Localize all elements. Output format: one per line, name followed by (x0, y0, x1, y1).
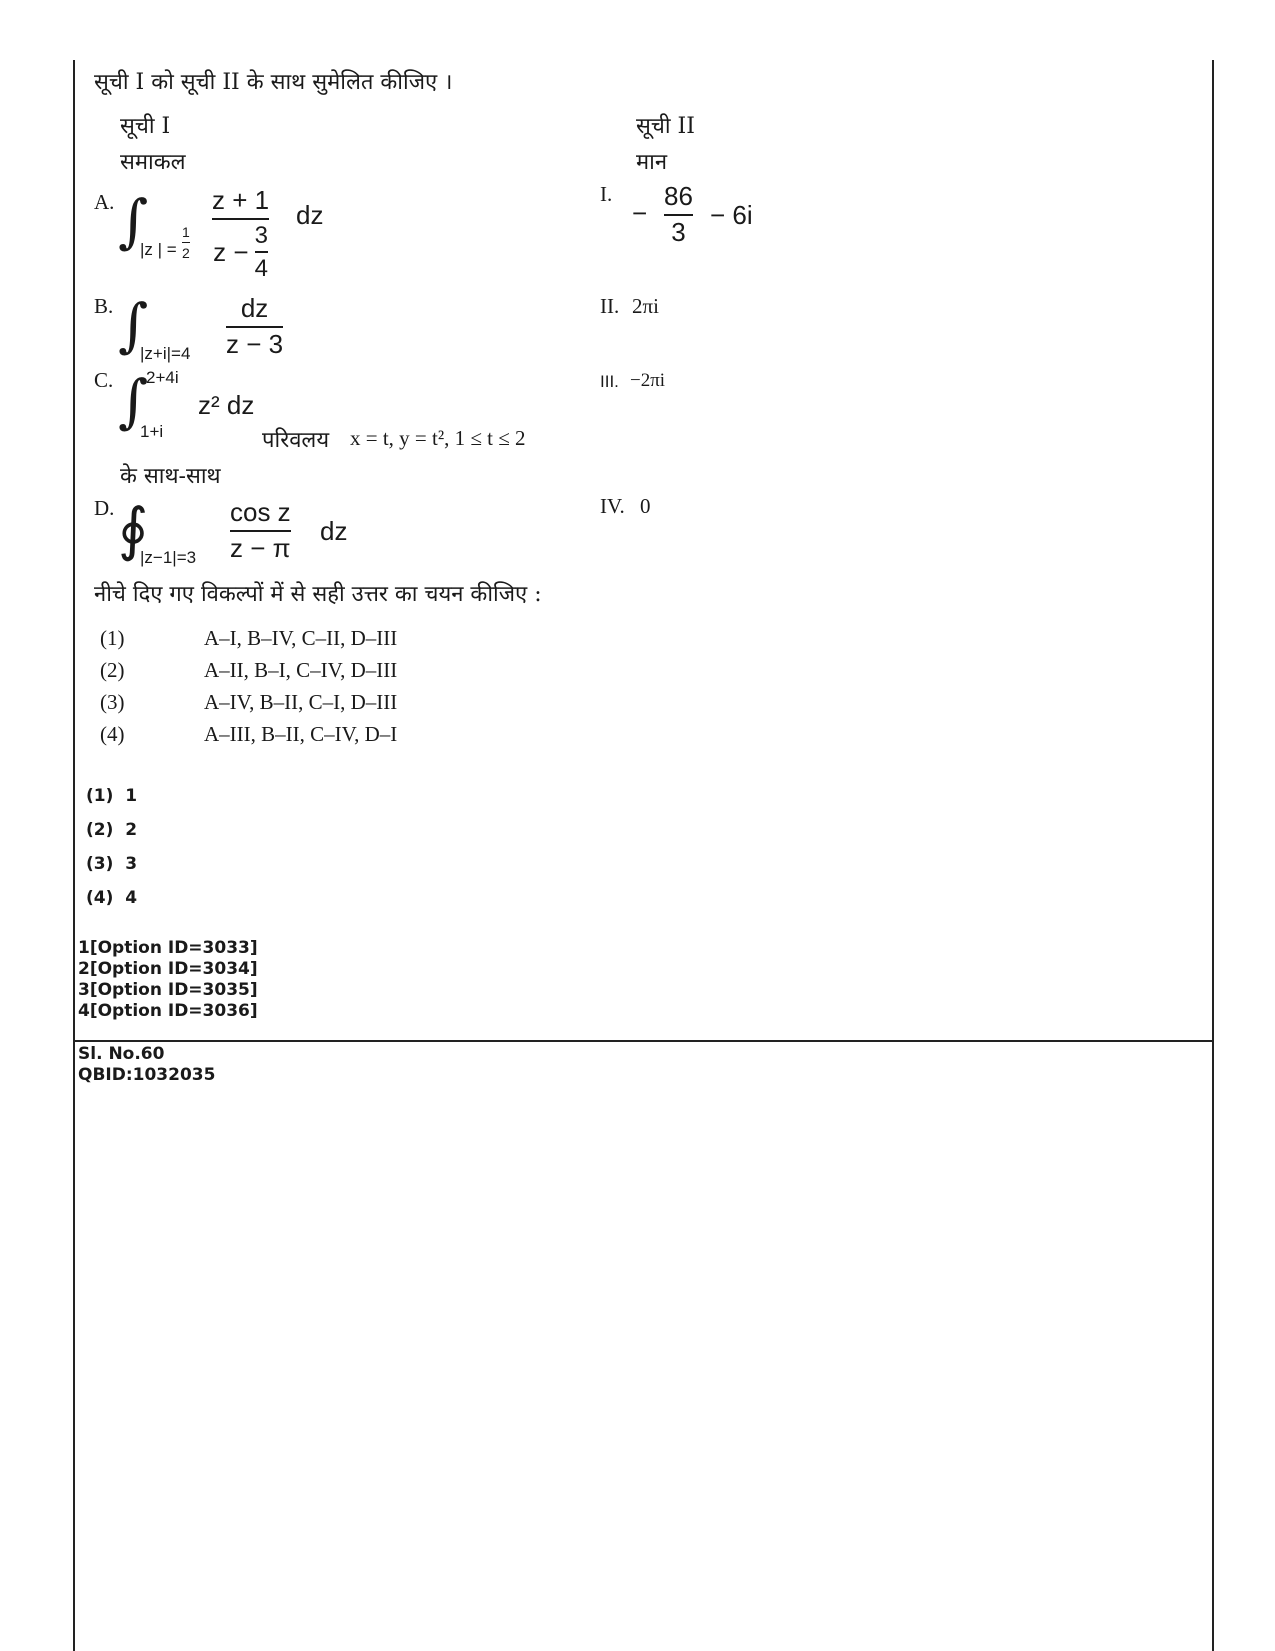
qbid: QBID:1032035 (78, 1065, 216, 1085)
option-id: 1[Option ID=3033] (78, 938, 258, 958)
item-b-label: B. (94, 294, 114, 318)
item-a-numerator: z + 1 (212, 185, 270, 215)
list2-heading: सूची II (636, 114, 695, 139)
value-ii: 2πi (632, 294, 659, 318)
integral-sign: ∫ (118, 291, 149, 359)
item-b-numerator: dz (240, 293, 269, 323)
item-c-path: x = t, y = t², 1 ≤ t ≤ 2 (350, 426, 526, 450)
item-d-fraction (230, 498, 291, 564)
value-iv: 0 (640, 494, 651, 518)
choice-number: (2) (100, 658, 125, 682)
item-a-dz: dz (296, 200, 324, 230)
option-3[interactable]: (3) 3 (86, 854, 138, 874)
option-2[interactable]: (2) 2 (86, 820, 138, 840)
item-c-tail: के साथ-साथ (120, 464, 221, 489)
item-c-integrand: z² dz (198, 390, 255, 420)
contour-integral-sign: ∮ (118, 495, 149, 563)
list1-heading: सूची I (120, 114, 171, 139)
item-a-label: A. (94, 190, 115, 214)
item-d-numerator: cos z (230, 497, 291, 527)
item-d-label: D. (94, 496, 115, 520)
choice-number: (4) (100, 722, 125, 746)
option-id: 2[Option ID=3034] (78, 959, 258, 979)
item-c-label: C. (94, 368, 114, 392)
integral-sign: ∫ (118, 367, 149, 435)
value-iii: −2πi (630, 370, 666, 391)
item-a-denominator: z − $\frac{3}{4}$ (213, 221, 268, 283)
value-i-label: I. (600, 182, 613, 206)
left-border (73, 60, 75, 1651)
choice-number: (3) (100, 690, 125, 714)
item-d-denominator: z − π (230, 532, 291, 563)
item-c-upper-limit: 2+4i (146, 368, 179, 387)
value-i-rest: − 6i (710, 200, 753, 230)
integral-sign: ∫ (118, 187, 149, 255)
item-b-contour: |z+i|=4 (140, 344, 191, 363)
value-ii-label: II. (600, 294, 620, 318)
choice-text: A–II, B–I, C–IV, D–III (204, 658, 398, 682)
value-iv-label: IV. (600, 494, 625, 518)
item-c-lower-limit: 1+i (140, 422, 164, 441)
choice-text: A–I, B–IV, C–II, D–III (204, 626, 398, 650)
option-id: 3[Option ID=3035] (78, 980, 258, 1000)
value-iii-label: III. (600, 372, 619, 391)
value-i-fraction: 86 3 (664, 181, 693, 247)
serial-number: Sl. No.60 (78, 1044, 165, 1064)
option-id: 4[Option ID=3036] (78, 1001, 258, 1021)
item-d-contour: |z−1|=3 (140, 548, 197, 567)
select-prompt: नीचे दिए गए विकल्पों में से सही उत्तर का चयन कीजिए : (94, 582, 542, 607)
list1-subheading: समाकल (120, 150, 186, 175)
choice-text: A–III, B–II, C–IV, D–I (204, 722, 398, 746)
item-c-along: परिवलय (262, 428, 330, 453)
option-1[interactable]: (1) 1 (86, 786, 138, 806)
choice-text: A–IV, B–II, C–I, D–III (204, 690, 398, 714)
choice-number: (1) (100, 626, 125, 650)
item-b-fraction (226, 294, 283, 360)
item-a-fraction (212, 186, 269, 283)
list2-subheading: मान (636, 150, 668, 175)
instruction: सूची I को सूची II के साथ सुमेलित कीजिए । (94, 70, 453, 95)
item-d-dz: dz (320, 516, 348, 546)
value-i-minus: − (632, 198, 648, 228)
question-divider (73, 1040, 1214, 1042)
right-border (1212, 60, 1214, 1651)
item-a-contour: |z | = (140, 240, 177, 259)
item-b-denominator: z − 3 (226, 328, 284, 359)
option-4[interactable]: (4) 4 (86, 888, 138, 908)
item-a-contour-fraction: 1 2 (182, 224, 190, 262)
